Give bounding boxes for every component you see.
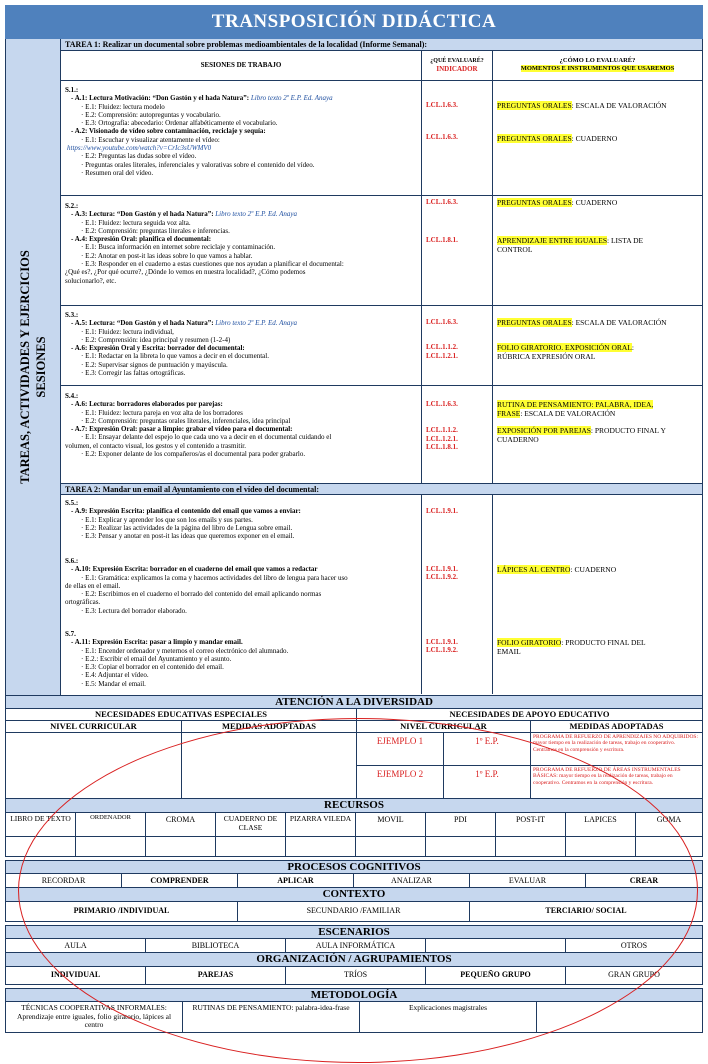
- scenario-item: BIBLIOTECA: [146, 939, 286, 952]
- instrument: CUADERNO: [497, 435, 539, 444]
- scenarios-row: [5, 939, 703, 953]
- diversity-column-headers: [5, 721, 703, 733]
- cognitive-item: APLICAR: [238, 874, 354, 887]
- exercise: · E.3: Responder en el cuaderno a estas cuestiones que nos ayudan a planificar el documental:: [81, 260, 344, 269]
- session-5-evaluation: [493, 495, 702, 553]
- instrument: RÚBRICA EXPRESIÓN ORAL: [497, 352, 596, 361]
- context-item: TERCIARIO/ SOCIAL: [470, 902, 703, 921]
- context-row: [5, 902, 703, 922]
- session-label: S.5.:: [65, 499, 79, 507]
- book-reference: Libro texto 2º E.P. Ed. Anaya: [250, 94, 333, 103]
- scenario-item: [426, 939, 566, 952]
- technique-highlight: FOLIO GIRATORIO. EXPOSICIÓN ORAL: [497, 343, 632, 352]
- instrument: : PRODUCTO FINAL DEL: [561, 638, 646, 647]
- session-6: [61, 553, 421, 627]
- medidas-header: MEDIDAS ADOPTADAS: [182, 721, 357, 732]
- exercise: · E.1: Explicar y aprender los que son los emails y sus partes.: [81, 515, 253, 524]
- resource-item: PIZARRA VILEDA: [286, 813, 356, 836]
- scenario-item: OTROS: [566, 939, 703, 952]
- cognitive-item: COMPRENDER: [122, 874, 238, 887]
- instrument: : CUADERNO: [570, 565, 617, 574]
- grouping-title: ORGANIZACIÓN / AGRUPAMIENTOS: [5, 953, 703, 967]
- task-1-sessions: [61, 81, 422, 483]
- activity-title: - A.1: Lectura Motivación: “Don Gastón y el hada Natura”:: [71, 94, 250, 103]
- moments-header-top: ¿CÓMO LO EVALUARÉ?: [559, 57, 636, 64]
- diversity-body: [5, 733, 703, 799]
- indicator-code: LCL.1.1.2.: [426, 343, 458, 352]
- column-headers: [61, 51, 702, 81]
- task-2-rows: [61, 495, 702, 694]
- indicator-code: LCL.1.6.3.: [426, 133, 458, 142]
- activity-title: - A.7: Expresión Oral: pasar a limpio: grabar el vídeo para el documental:: [71, 425, 293, 434]
- resource-check: [6, 837, 76, 856]
- indicator-code: LCL.1.6.3.: [426, 400, 458, 408]
- resources-row: [5, 813, 703, 837]
- exercise: · E.2.: Escribir el email del Ayuntamiento y el asunto.: [81, 654, 232, 663]
- technique-highlight: PREGUNTAS ORALES: [497, 101, 572, 110]
- indicator-code: LCL.1.2.1.: [426, 434, 458, 443]
- exercise: · E.5: Mandar el email.: [81, 679, 146, 688]
- indicator-header-top: ¿QUÉ EVALUARÉ?: [430, 58, 484, 64]
- scenario-item: AULA INFORMÁTICA: [286, 939, 426, 952]
- video-link[interactable]: https://www.youtube.com/watch?v=CrIc3sUWMV0: [67, 144, 212, 153]
- indicator-code: LCL.1.8.1.: [426, 236, 458, 245]
- exercise: · E.2: Exponer delante de los compañeros/as el documental para poder grabarlo.: [81, 450, 306, 459]
- exercise: · E.1: Encender ordenador y meternos el correo electrónico del alumnado.: [81, 646, 289, 655]
- session-6-indicators: [422, 553, 492, 627]
- session-7: [61, 627, 421, 694]
- resource-item: CUADERNO DE CLASE: [216, 813, 286, 836]
- exercise: · E.1: Busca información en internet sobre reciclaje y contaminación.: [81, 243, 276, 252]
- moments-header-label: MOMENTOS E INSTRUMENTOS QUE USAREMOS: [520, 65, 675, 72]
- task-2-header: TAREA 2: Mandar un email al Ayuntamiento con el vídeo del documental:: [61, 483, 702, 495]
- resource-check: [496, 837, 566, 856]
- indicator-code: LCL.1.1.2.: [426, 426, 458, 435]
- instrument: : PRODUCTO FINAL Y: [590, 426, 666, 435]
- session-1: [61, 81, 421, 196]
- nivel-header-2: NIVEL CURRICULAR: [357, 721, 531, 732]
- technique-highlight: PREGUNTAS ORALES: [497, 318, 572, 327]
- activity-title: - A.6: Expresión Oral y Escrita: borrador del documental:: [71, 344, 245, 353]
- activity-title: - A.10: Expresión Escrita: borrador en el cuaderno del email que vamos a redactar: [71, 565, 318, 574]
- exercise: · E.3: Copiar el borrador en el contenido del email.: [81, 663, 224, 672]
- methodology-item: RUTINAS DE PENSAMIENTO: palabra-idea-frase: [183, 1002, 360, 1032]
- session-5-indicators: [422, 495, 492, 553]
- example-2-row: [357, 766, 702, 798]
- bottom-section: [5, 695, 703, 1033]
- technique-highlight: FOLIO GIRATORIO: [497, 638, 562, 647]
- indicator-code: LCL.1.6.3.: [426, 198, 458, 206]
- activity-title: - A.3: Lectura: “Don Gastón y el hada Natura”:: [71, 210, 214, 219]
- exercise: · E.2: Comprensión: preguntas literales e inferencias.: [81, 226, 230, 235]
- context-title: CONTEXTO: [5, 888, 703, 902]
- activity-title: - A.4: Expresión Oral: planifica el documental:: [71, 235, 212, 244]
- diversity-subheaders: [5, 709, 703, 721]
- grouping-item: GRAN GRUPO: [566, 967, 703, 984]
- example-1-level: 1º E.P.: [444, 733, 531, 765]
- resource-check: [566, 837, 636, 856]
- exercise: ¿Qué es?, ¿Por qué ocurre?, ¿Dónde lo vemos en nuestra localidad?, ¿Cómo podemos: [65, 268, 306, 277]
- sessions-grid: [5, 39, 703, 695]
- resources-title: RECURSOS: [5, 799, 703, 813]
- example-2-level: 1º E.P.: [444, 766, 531, 798]
- context-item: SECUNDARIO /FAMILIAR: [238, 902, 470, 921]
- session-2-evaluation: [493, 196, 702, 306]
- session-label: S.3.:: [65, 311, 79, 319]
- vertical-label: [17, 250, 49, 484]
- resource-item: LIBRO DE TEXTO: [6, 813, 76, 836]
- resources-checks-row: [5, 837, 703, 857]
- resource-item: LAPICES: [566, 813, 636, 836]
- task-1-evaluation: [493, 81, 702, 483]
- activity-title: - A.5: Lectura: “Don Gastón y el hada Natura”:: [71, 319, 214, 328]
- session-5: [61, 495, 421, 553]
- vertical-label-column: [6, 39, 61, 695]
- exercise: · E.2: Preguntas las dudas sobre el vídeo.: [81, 152, 197, 161]
- technique-highlight: EXPOSICIÓN POR PAREJAS: [497, 426, 591, 435]
- nae-header: NECESIDADES DE APOYO EDUCATIVO: [357, 709, 703, 720]
- technique-highlight: APRENDIZAJE ENTRE IGUALES: [497, 236, 607, 245]
- grouping-item: TRÍOS: [286, 967, 426, 984]
- resource-check: [636, 837, 703, 856]
- scenario-item: AULA: [6, 939, 146, 952]
- exercise: · E.3: Pensar y anotar en post-it las ideas que queremos exponer en el email.: [81, 532, 295, 541]
- resource-check: [146, 837, 216, 856]
- resource-item: MOVIL: [356, 813, 426, 836]
- indicator-code: LCL.1.9.2.: [426, 573, 458, 582]
- book-reference: Libro texto 2º E.P. Ed. Anaya: [215, 319, 298, 328]
- scenarios-title: ESCENARIOS: [5, 925, 703, 939]
- sessions-header: SESIONES DE TRABAJO: [61, 51, 422, 80]
- instrument: EMAIL: [497, 647, 521, 656]
- session-4-evaluation: [493, 386, 702, 483]
- task-2-sessions: [61, 495, 422, 694]
- session-7-indicators: [422, 627, 492, 694]
- indicator-code: LCL.1.6.3.: [426, 318, 458, 326]
- activity-title: - A.9: Expresión Escrita: planifica el contenido del email que vamos a enviar:: [71, 507, 301, 516]
- session-3-indicators: [422, 306, 492, 386]
- task-1-rows: [61, 81, 702, 483]
- session-2-indicators: [422, 196, 492, 306]
- exercise: · E.1: Fluidez: lectura individual,: [81, 327, 174, 336]
- moments-header: [493, 51, 702, 80]
- exercise: · Preguntas orales literales, inferenciales y valorativas sobre el contenido del vídeo.: [81, 160, 315, 169]
- methodology-row: [5, 1002, 703, 1033]
- instrument: : ESCALA DE VALORACIÓN: [571, 318, 667, 327]
- exercise: · E.2: Supervisar signos de puntuación y mayúscula.: [81, 360, 228, 369]
- page-title: TRANSPOSICIÓN DIDÁCTICA: [5, 5, 703, 39]
- session-3-evaluation: [493, 306, 702, 386]
- resource-check: [426, 837, 496, 856]
- exercise: · E.1: Fluidez: lectura modelo: [81, 102, 165, 111]
- exercise: · E.2: Anotar en post-it las ideas sobre lo que vamos a hablar.: [81, 251, 253, 260]
- session-6-evaluation: [493, 553, 702, 627]
- grouping-item: PAREJAS: [146, 967, 286, 984]
- exercise: solucionarlo?, etc.: [65, 276, 117, 285]
- vertical-label-line-1: TAREAS, ACTIVIDADES Y EJERCICIOS: [18, 250, 32, 484]
- cognitive-item: EVALUAR: [470, 874, 586, 887]
- technique-highlight: PREGUNTAS ORALES: [497, 198, 572, 207]
- example-1-row: [357, 733, 702, 766]
- exercise: · E.4: Adjuntar el vídeo.: [81, 671, 149, 680]
- exercise: · E.1: Gramática: explicamos la coma y hacemos actividades del libro de lengua para hacer uso: [81, 573, 348, 582]
- exercise: · E.2: Comprensión: idea principal y resumen (1-2-4): [81, 335, 231, 344]
- session-label: S.4.:: [65, 392, 79, 400]
- methodology-item: Explicaciones magistrales: [360, 1002, 537, 1032]
- exercise: · E.3: Ortografía: abecedario: Ordenar alfabéticamente el vocabulario.: [81, 119, 278, 128]
- methodology-title: METODOLOGÍA: [5, 988, 703, 1002]
- exercise: · E.2: Realizar las actividades de la página del libro de Lengua sobre email.: [81, 523, 293, 532]
- session-1-indicators: [422, 81, 492, 196]
- resource-check: [356, 837, 426, 856]
- indicator-header: [422, 51, 493, 80]
- technique-highlight: LÁPICES AL CENTRO: [497, 565, 571, 574]
- session-1-evaluation: [493, 81, 702, 196]
- methodology-item: TÉCNICAS COOPERATIVAS INFORMALES: Aprendizaje entre iguales, folio giratorio, lápices al centro: [6, 1002, 183, 1032]
- grouping-item: PEQUEÑO GRUPO: [426, 967, 566, 984]
- indicator-code: LCL.1.2.1.: [426, 351, 458, 360]
- grouping-item: INDIVIDUAL: [6, 967, 146, 984]
- technique-highlight: PREGUNTAS ORALES: [497, 134, 572, 143]
- task-1-header: TAREA 1: Realizar un documental sobre problemas medioambientales de la localidad (Informe Semanal):: [61, 39, 702, 51]
- session-2: [61, 196, 421, 306]
- example-1-label: EJEMPLO 1: [357, 733, 444, 765]
- cognitive-item: ANALIZAR: [354, 874, 470, 887]
- session-label: S.2.:: [65, 202, 79, 210]
- indicator-header-label: INDICADOR: [436, 65, 478, 73]
- task-1-indicators: [422, 81, 493, 483]
- instrument: : CUADERNO: [571, 134, 618, 143]
- tasks-main: [61, 39, 702, 695]
- exercise: · E.1: Escuchar y visualizar atentamente el vídeo:: [81, 135, 220, 144]
- indicator-code: LCL.1.9.1.: [426, 638, 458, 646]
- exercise: · E.2: Comprensión: preguntas orales literales, inferenciales, idea principal: [81, 416, 291, 425]
- medidas-header-2: MEDIDAS ADOPTADAS: [531, 721, 703, 732]
- example-2-measures: PROGRAMA DE REFUERZO DE ÁREAS INSTRUMENTALES BÁSICAS: mayor tiempo en la realización de tareas, trabajo en cooperativo. Centramos en la comprensión y escritura.: [533, 767, 681, 786]
- task-2-indicators: [422, 495, 493, 694]
- example-2-label: EJEMPLO 2: [357, 766, 444, 798]
- technique-highlight: RUTINA DE PENSAMIENTO: PALABRA, IDEA,: [497, 400, 654, 409]
- session-4: [61, 386, 421, 483]
- indicator-code: LCL.1.9.1.: [426, 507, 458, 515]
- diversity-title: ATENCIÓN A LA DIVERSIDAD: [5, 695, 703, 709]
- instrument: : CUADERNO: [571, 198, 618, 207]
- instrument: : LISTA DE: [607, 236, 644, 245]
- indicator-code: LCL.1.9.1.: [426, 565, 458, 573]
- session-label: S.7.: [65, 630, 76, 638]
- resource-item: POST-IT: [496, 813, 566, 836]
- session-label: S.6.:: [65, 557, 79, 565]
- resource-item: PDI: [426, 813, 496, 836]
- resource-check: [286, 837, 356, 856]
- exercise: · E.3: Lectura del borrador elaborado.: [81, 606, 187, 615]
- cognitive-item: RECORDAR: [6, 874, 122, 887]
- instrument: CONTROL: [497, 245, 533, 254]
- exercise: · E.1: Redactar en la libreta lo que vamos a decir en el documental.: [81, 352, 269, 361]
- session-label: S.1.:: [65, 86, 79, 94]
- session-4-indicators: [422, 386, 492, 483]
- exercise: de ellas en el email.: [65, 581, 121, 590]
- exercise: · E.3: Corregir las faltas ortográficas.: [81, 369, 186, 378]
- instrument: :: [631, 343, 634, 352]
- session-3: [61, 306, 421, 386]
- resource-item: CROMA: [146, 813, 216, 836]
- cognitive-row: [5, 874, 703, 888]
- exercise: · E.2: Comprensión: autopreguntas y vocabulario.: [81, 110, 221, 119]
- indicator-code: LCL.1.9.2.: [426, 646, 458, 655]
- resource-item: ORDENADOR: [76, 813, 146, 836]
- resource-item: GOMA: [636, 813, 703, 836]
- exercise: · E.2: Escribimos en el cuaderno el borrado del contenido del email aplicando normas: [81, 590, 322, 599]
- resource-check: [76, 837, 146, 856]
- instrument: : ESCALA DE VALORACIÓN: [520, 409, 616, 418]
- example-1-measures: PROGRAMA DE REFUERZO DE APRENDIZAJES NO ADQUIRIDOS: mayor tiempo en la realización de tareas, trabajo en cooperativo. Centramos en la comprensión y escritura.: [533, 734, 699, 753]
- grouping-row: [5, 967, 703, 985]
- activity-title: - A.6: Lectura: borradores elaborados por parejas:: [71, 400, 223, 409]
- resource-check: [216, 837, 286, 856]
- book-reference: Libro texto 2º E.P. Ed. Anaya: [215, 210, 298, 219]
- indicator-code: LCL.1.6.3.: [426, 101, 458, 109]
- nae-cells: [357, 733, 703, 798]
- nee-nivel-cell: [6, 733, 182, 798]
- nee-header: NECESIDADES EDUCATIVAS ESPECIALES: [6, 709, 357, 720]
- context-item: PRIMARIO /INDIVIDUAL: [6, 902, 238, 921]
- exercise: · E.1: Ensayar delante del espejo lo que cada uno va a decir en el documental cuidando el: [81, 433, 332, 442]
- exercise: ortográficas.: [65, 598, 101, 607]
- cognitive-title: PROCESOS COGNITIVOS: [5, 860, 703, 874]
- methodology-item: [537, 1002, 703, 1032]
- technique-highlight: FRASE: [497, 409, 521, 418]
- activity-title: - A.2: Visionado de vídeo sobre contaminación, reciclaje y sequía:: [71, 127, 266, 136]
- vertical-label-line-2: SESIONES: [34, 336, 48, 398]
- instrument: : ESCALA DE VALORACIÓN: [571, 101, 667, 110]
- cognitive-item: CREAR: [586, 874, 703, 887]
- exercise: volumen, el contacto visual, los gestos y el contenido a trasmitir.: [65, 441, 246, 450]
- session-7-evaluation: [493, 627, 702, 694]
- activity-title: - A.11: Expresión Escrita: pasar a limpio y mandar email.: [71, 638, 243, 647]
- task-2-evaluation: [493, 495, 702, 694]
- indicator-code: LCL.1.8.1.: [426, 442, 458, 451]
- exercise: · Resumen oral del vídeo.: [81, 168, 154, 177]
- exercise: · E.1: Fluidez: lectura seguida voz alta.: [81, 218, 191, 227]
- exercise: · E.1: Fluidez: lectura pareja en voz alta de los borradores: [81, 408, 243, 417]
- nivel-header: NIVEL CURRICULAR: [6, 721, 182, 732]
- nee-medidas-cell: [182, 733, 357, 798]
